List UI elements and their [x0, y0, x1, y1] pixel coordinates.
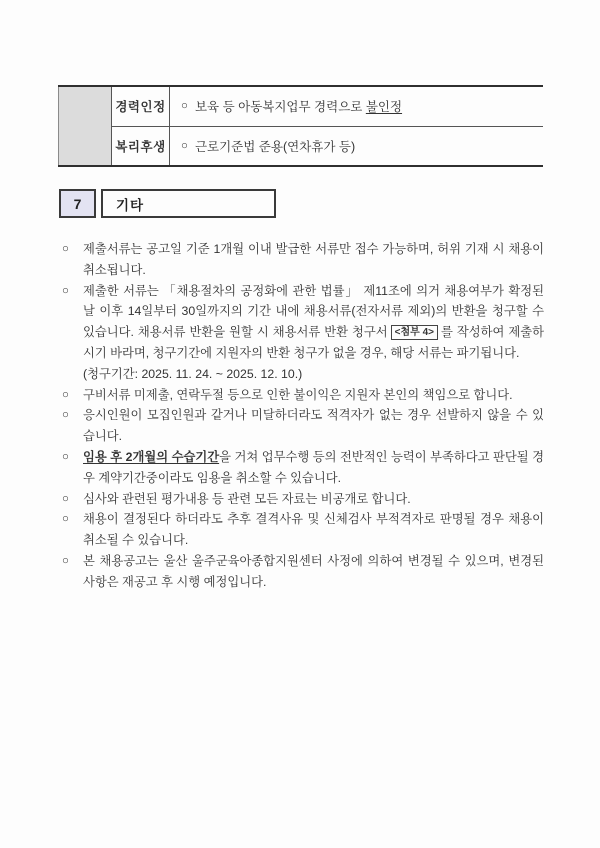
bullet-text-missing-docs: 구비서류 미제출, 연락두절 등으로 인한 불이익은 지원자 본인의 책임으로 합니다.: [83, 387, 513, 402]
bullet-text-no-selection: 응시인원이 모집인원과 같거나 미달하더라도 적격자가 없는 경우 선발하지 않을 수 있습니다.: [83, 408, 544, 444]
list-item: [62, 551, 544, 593]
bullet-text-disqualification: 채용이 결정된다 하더라도 추후 결격사유 및 신체검사 부적격자로 판명될 경우 채용이 취소될 수 있습니다.: [83, 512, 544, 548]
table-row: [112, 126, 543, 166]
career-recognition-text: [195, 97, 402, 115]
etc-bullet-list: [62, 239, 544, 593]
row-label-welfare: 복리후생: [112, 127, 170, 166]
document-return-text-2: 를 작성하여 제출하시기 바라며, 청구기간에 지원자의 반환 청구가 없을 경우, 해당 서류는 파기됩니다.: [83, 325, 544, 360]
circle-bullet-icon: ○: [62, 409, 69, 422]
circle-bullet-icon: ○: [62, 554, 69, 567]
document-return-text-1: 제출한 서류는 「채용절차의 공정화에 관한 법률」 제11조에 의거 채용여부가 확정된 날 이후 14일부터 30일까지의 기간 내에 채용서류(전자서류 제외)의 반환을 청구할 수 있습니다. 채용서류 반환을 원할 시 채용서류 반환 청구서: [83, 283, 544, 340]
list-item: [62, 385, 544, 406]
circle-bullet-icon: ○: [62, 243, 69, 255]
list-item: [62, 405, 544, 447]
list-item: [62, 281, 544, 385]
circle-bullet-icon: ○: [181, 139, 188, 152]
welfare-text: 근로기준법 준용(연차휴가 등): [194, 139, 356, 154]
circle-bullet-icon: ○: [181, 100, 188, 113]
table-merged-gray-cell: [58, 87, 112, 165]
probation-text-rest: 을 거쳐 업무수행 등의 전반적인 능력이 부족하다고 판단될 경우 계약기간중이라도 임용을 취소할 수 있습니다.: [83, 449, 544, 485]
circle-bullet-icon: ○: [62, 492, 69, 505]
list-item: [62, 447, 544, 489]
bullet-text-confidential: 심사와 관련된 평가내용 등 관련 모든 자료는 비공개로 합니다.: [83, 491, 411, 506]
attachment-4-reference-box: <첨부 4>: [391, 325, 438, 340]
section-number-badge: 7: [59, 189, 96, 218]
row-label-career-recognition: 경력인정: [112, 87, 170, 126]
section-title: 기타: [101, 189, 276, 218]
circle-bullet-icon: ○: [62, 513, 69, 526]
row-value-career-recognition: [170, 87, 543, 126]
claim-period-line: (청구기간: 2025. 11. 24. ~ 2025. 12. 10.): [83, 366, 303, 381]
row-value-welfare: [170, 127, 543, 166]
section-header-etc: [59, 189, 276, 218]
table-row: [112, 87, 543, 126]
bullet-text-notice-change: 본 채용공고는 울산 울주군육아종합지원센터 사정에 의하여 변경될 수 있으며, 변경된 사항은 재공고 후 시행 예정입니다.: [83, 553, 544, 589]
benefits-table: [58, 85, 543, 167]
probation-emphasized-text: 임용 후 2개월의 수습기간: [83, 449, 220, 464]
circle-bullet-icon: ○: [62, 284, 69, 297]
list-item: [62, 239, 544, 281]
bullet-text-document-return: [83, 281, 544, 385]
circle-bullet-icon: ○: [62, 450, 69, 463]
list-item: [62, 509, 544, 551]
bullet-text-submission-docs: 제출서류는 공고일 기준 1개월 이내 발급한 서류만 접수 가능하며, 허위 기재 시 채용이 취소됩니다.: [83, 242, 544, 277]
list-item: [62, 489, 544, 510]
career-recognition-text-underlined: 불인정: [365, 100, 403, 115]
career-recognition-text-plain: 보육 등 아동복지업무 경력으로: [194, 100, 366, 115]
bullet-text-probation: [83, 447, 544, 489]
circle-bullet-icon: ○: [62, 388, 69, 401]
table-rows: [112, 87, 543, 165]
